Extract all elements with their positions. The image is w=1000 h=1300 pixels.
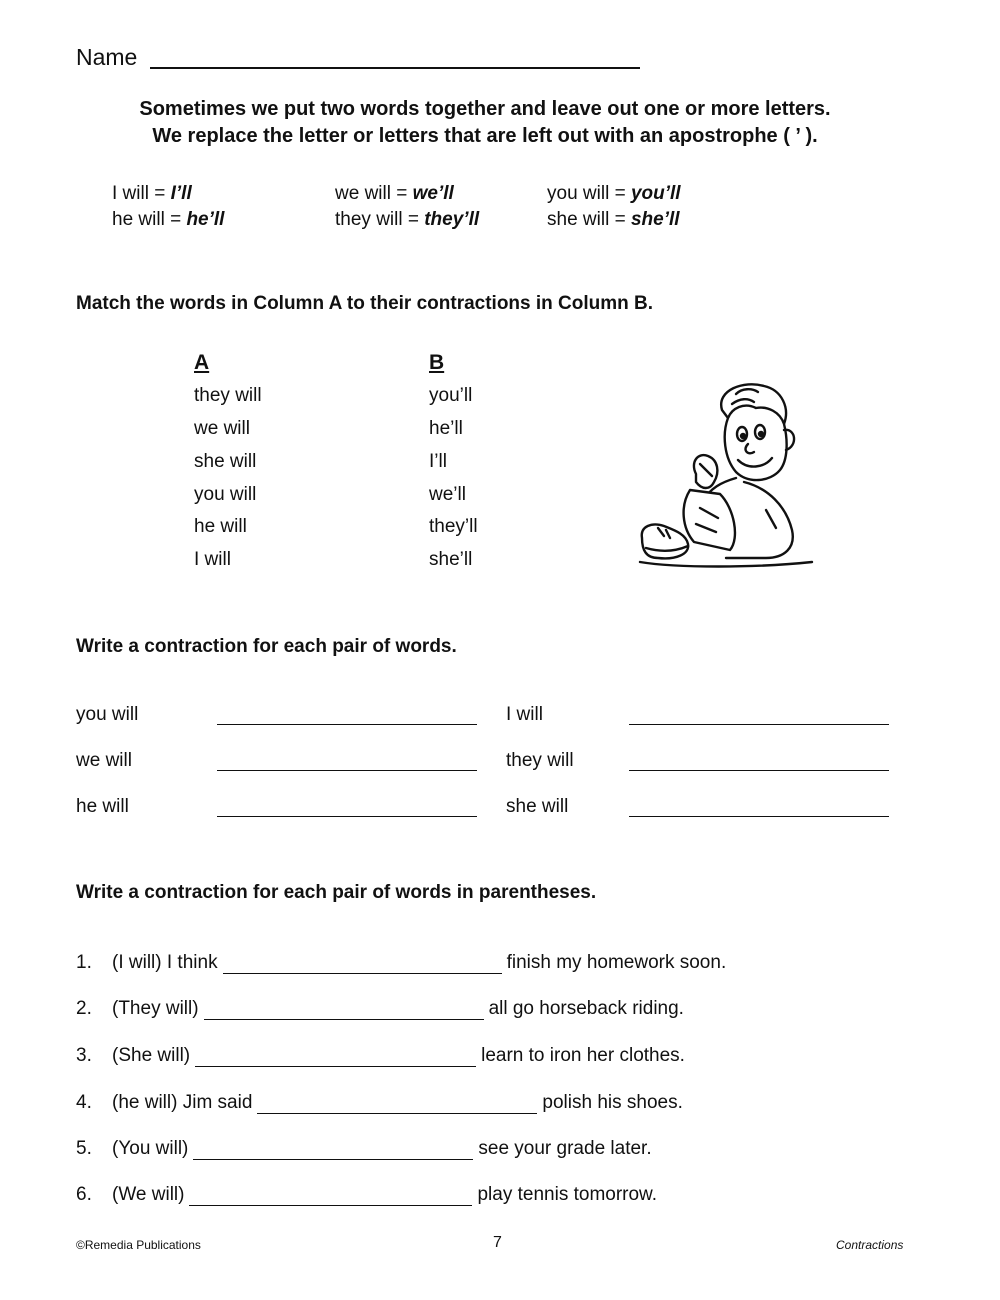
column-b-item: I’ll: [429, 451, 447, 472]
sentence-row: [112, 998, 684, 1020]
sentence-blank[interactable]: [195, 1048, 476, 1067]
footer-title: Contractions: [836, 1238, 904, 1252]
pair-label: she will: [506, 796, 569, 817]
sentence-number: 5.: [76, 1138, 92, 1159]
column-b-item: we’ll: [429, 484, 466, 505]
sentence-after: all go horseback riding.: [488, 998, 684, 1019]
pair-label: I will: [506, 704, 543, 725]
column-a-item: they will: [194, 385, 262, 406]
sentence-row: [112, 1138, 652, 1160]
sentence-row: [112, 1092, 683, 1114]
sentence-after: see your grade later.: [478, 1138, 652, 1159]
sentence-before: (You will): [112, 1138, 189, 1159]
sentence-before: (We will): [112, 1184, 185, 1205]
pair-label: you will: [76, 704, 139, 725]
sentence-row: [112, 1045, 685, 1067]
pair-label: they will: [506, 750, 574, 771]
column-b-item: you’ll: [429, 385, 473, 406]
sentence-blank[interactable]: [223, 955, 502, 974]
column-a-header: A: [194, 351, 210, 374]
sentence-after: play tennis tomorrow.: [477, 1184, 658, 1205]
sentence-number: 4.: [76, 1092, 92, 1113]
footer-publisher: ©Remedia Publications: [76, 1238, 201, 1252]
pair-label: we will: [76, 750, 132, 771]
answer-blank[interactable]: [217, 724, 477, 725]
sentence-row: [112, 952, 726, 974]
sentence-before: (I will) I think: [112, 952, 218, 973]
column-a-item: he will: [194, 516, 247, 537]
example-we-will: we will = we’ll: [335, 183, 454, 204]
sentence-blank[interactable]: [204, 1001, 484, 1020]
answer-blank[interactable]: [217, 816, 477, 817]
sentence-number: 3.: [76, 1045, 92, 1066]
sentence-blank[interactable]: [193, 1141, 473, 1160]
example-you-will: you will = you’ll: [547, 183, 681, 204]
intro-line-2: We replace the letter or letters that are left out with an apostrophe ( ’ ).: [152, 125, 818, 147]
name-label: Name: [76, 44, 138, 70]
answer-blank[interactable]: [629, 816, 889, 817]
sentence-after: polish his shoes.: [542, 1092, 683, 1113]
sentence-before: (he will) Jim said: [112, 1092, 253, 1113]
sentence-before: (They will): [112, 998, 199, 1019]
pair-label: he will: [76, 796, 129, 817]
sentence-number: 2.: [76, 998, 92, 1019]
column-a-item: you will: [194, 484, 257, 505]
column-b-item: they’ll: [429, 516, 478, 537]
column-b-header: B: [429, 351, 445, 374]
sentence-row: [112, 1184, 657, 1206]
sentence-blank[interactable]: [189, 1187, 472, 1206]
sentence-number: 1.: [76, 952, 92, 973]
intro-line-1: Sometimes we put two words together and leave out one or more letters.: [139, 98, 831, 120]
sentence-after: finish my homework soon.: [506, 952, 727, 973]
answer-blank[interactable]: [629, 724, 889, 725]
answer-blank[interactable]: [629, 770, 889, 771]
write-pairs-instruction: Write a contraction for each pair of words.: [76, 636, 457, 657]
page-number: 7: [493, 1234, 502, 1251]
sentence-number: 6.: [76, 1184, 92, 1205]
column-b-item: he’ll: [429, 418, 463, 439]
sentences-instruction: Write a contraction for each pair of words in parentheses.: [76, 882, 597, 903]
column-b-item: she’ll: [429, 549, 473, 570]
sentence-before: (She will): [112, 1045, 191, 1066]
match-instruction: Match the words in Column A to their contractions in Column B.: [76, 293, 654, 314]
example-they-will: they will = they’ll: [335, 209, 480, 230]
answer-blank[interactable]: [217, 770, 477, 771]
column-a-item: we will: [194, 418, 250, 439]
column-a-item: she will: [194, 451, 257, 472]
sentence-blank[interactable]: [257, 1095, 537, 1114]
sentence-after: learn to iron her clothes.: [481, 1045, 685, 1066]
boy-tying-shoes-illustration: [636, 378, 816, 578]
example-she-will: she will = she’ll: [547, 209, 680, 230]
example-i-will: I will = I’ll: [112, 183, 192, 204]
column-a-item: I will: [194, 549, 231, 570]
name-field[interactable]: [150, 67, 640, 69]
example-he-will: he will = he’ll: [112, 209, 225, 230]
